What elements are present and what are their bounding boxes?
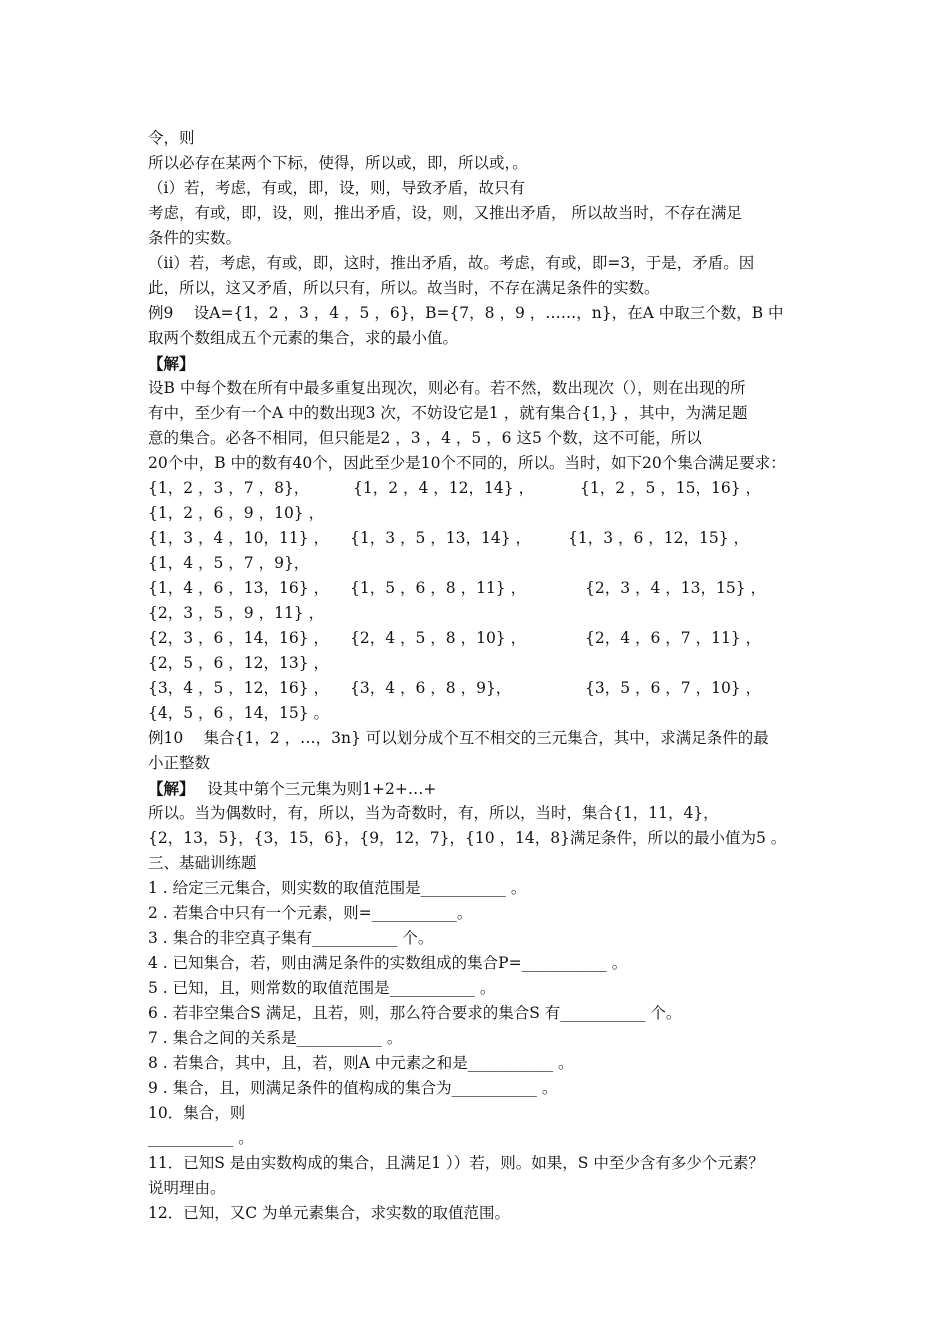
text-line: 所以必存在某两个下标，使得，所以或，即，所以或，。 — [148, 154, 528, 172]
text-line: {2，13，5}，{3，15，6}，{9，12，7}，{10 ，14，8}满足条件，所以的最小值为5 。 — [148, 829, 787, 847]
set-row — [148, 526, 808, 551]
exercise-item: 3 . 集合的非空真子集有___________ 个。 — [148, 929, 434, 947]
set-item: {1，4 ，5 ，7 ，9}， — [148, 554, 310, 572]
exercise-item: 4 . 已知集合，若，则由满足条件的实数组成的集合P=___________ 。 — [148, 954, 628, 972]
set-row — [148, 601, 808, 626]
set-row — [148, 651, 808, 676]
set-item: {1，3 ，5 ，13，14} ， — [350, 529, 532, 547]
set-item: {1，3 ，4 ，10，11} ， — [148, 529, 330, 547]
exercise-item: 9 . 集合，且，则满足条件的值构成的集合为___________ 。 — [148, 1079, 558, 1097]
text-line: 小正整数 — [148, 754, 211, 772]
text-line: 20个中，B 中的数有40个，因此至少是10个不同的，所以。当时，如下20个集合满足要求： — [148, 454, 786, 472]
exercise-item: 1 . 给定三元集合，则实数的取值范围是___________ 。 — [148, 879, 527, 897]
set-item: {2，4 ，6 ，7 ，11} ， — [585, 629, 762, 647]
document-body — [148, 126, 808, 1226]
set-item: {2，4 ，5 ，8 ，10} ， — [350, 629, 527, 647]
text-line: 此，所以，这又矛盾，所以只有，所以。故当时，不存在满足条件的实数。 — [148, 279, 660, 297]
text-line: 设B 中每个数在所有中最多重复出现次，则必有。若不然，数出现次（），则在出现的所 — [148, 379, 746, 397]
set-item: {2，3 ，4 ，13，15} ， — [585, 579, 767, 597]
set-item: {2，3 ，6 ，14，16} ， — [148, 629, 330, 647]
exercise-item: ___________ 。 — [148, 1129, 254, 1147]
set-row — [148, 501, 808, 526]
exercise-item: 2 . 若集合中只有一个元素，则=___________。 — [148, 904, 473, 922]
text-line: 取两个数组成五个元素的集合，求的最小值。 — [148, 329, 459, 347]
exercise-list — [148, 876, 808, 1226]
set-row — [148, 551, 808, 576]
set-row — [148, 676, 808, 701]
text-line: 令，则 — [148, 129, 195, 147]
text-line: （ⅰ）若，考虑，有或，即，设，则，导致矛盾，故只有 — [148, 179, 525, 197]
set-item: {3，4 ，5 ，12，16} ， — [148, 679, 330, 697]
set-item: {4，5 ，6 ，14，15} 。 — [148, 704, 330, 722]
solution-label: 【解】 — [148, 354, 195, 373]
set-row — [148, 701, 808, 726]
example-10-heading: 例10 集合{1，2 ，…，3n} 可以划分成个互不相交的三元集合，其中，求满足条件的最 — [148, 729, 769, 747]
exercise-item: 12．已知，又C 为单元素集合，求实数的取值范围。 — [148, 1204, 511, 1222]
exercise-item: 6 . 若非空集合S 满足，且若，则，那么符合要求的集合S 有___________ 个。 — [148, 1004, 682, 1022]
set-row — [148, 626, 808, 651]
text-line: 意的集合。必各不相同，但只能是2 ，3 ，4 ，5 ，6 这5 个数，这不可能，所以 — [148, 429, 702, 447]
set-item: {3，5 ，6 ，7 ，10} ， — [585, 679, 762, 697]
set-item: {2，3 ，5 ，9 ，11} ， — [148, 604, 325, 622]
text-line: 所以。当为偶数时，有，所以，当为奇数时，有，所以，当时，集合{1，11，4}， — [148, 804, 719, 822]
set-item: {1，2 ，5 ，15，16} ， — [580, 479, 762, 497]
set-item: {1，2 ，4 ，12，14} ， — [353, 479, 535, 497]
exercise-item: 5 . 已知，且，则常数的取值范围是___________ 。 — [148, 979, 496, 997]
example-9-heading: 例9 设A={1，2 ，3 ，4 ，5 ，6}，B={7，8 ，9 ，……，n}，在A 中取三个数，B 中 — [148, 304, 784, 322]
set-item: {1，4 ，6 ，13，16} ， — [148, 579, 330, 597]
set-item: {1，2 ，6 ，9 ，10} ， — [148, 504, 325, 522]
set-list — [148, 476, 808, 726]
solution-label: 【解】 — [148, 779, 187, 798]
text-line: 考虑，有或，即，设，则，推出矛盾，设，则，又推出矛盾， 所以故当时，不存在满足 — [148, 204, 742, 222]
exercise-item: 8 . 若集合，其中，且，若，则A 中元素之和是___________ 。 — [148, 1054, 574, 1072]
text-line: 有中，至少有一个A 中的数出现3 次，不妨设它是1 ，就有集合{1，} ，其中，为满足题 — [148, 404, 748, 422]
set-item: {3，4 ，6 ，8 ，9}， — [350, 679, 512, 697]
text-line: 条件的实数。 — [148, 229, 242, 247]
set-item: {1，2 ，3 ，7 ，8}， — [148, 479, 310, 497]
set-item: {2，5 ，6 ，12，13} ， — [148, 654, 330, 672]
set-item: {1，5 ，6 ，8 ，11} ， — [350, 579, 527, 597]
solution-line — [148, 776, 808, 801]
set-item: {1，3 ，6 ，12，15} ， — [568, 529, 750, 547]
set-row — [148, 476, 808, 501]
exercise-item: 10．集合，则 — [148, 1104, 246, 1122]
exercise-item: 11．已知S 是由实数构成的集合，且满足1 ））若，则。如果，S 中至少含有多少个元素？ — [148, 1154, 764, 1172]
text-line: （ⅱ）若，考虑，有或，即，这时，推出矛盾，故。考虑，有或，即=3，于是，矛盾。因 — [148, 254, 755, 272]
section-title: 三、基础训练题 — [148, 854, 257, 872]
exercise-item: 7 . 集合之间的关系是___________ 。 — [148, 1029, 403, 1047]
exercise-item: 说明理由。 — [148, 1179, 226, 1197]
solution-text: 设其中第个三元集为则1+2+…+ — [186, 780, 437, 798]
set-row — [148, 576, 808, 601]
